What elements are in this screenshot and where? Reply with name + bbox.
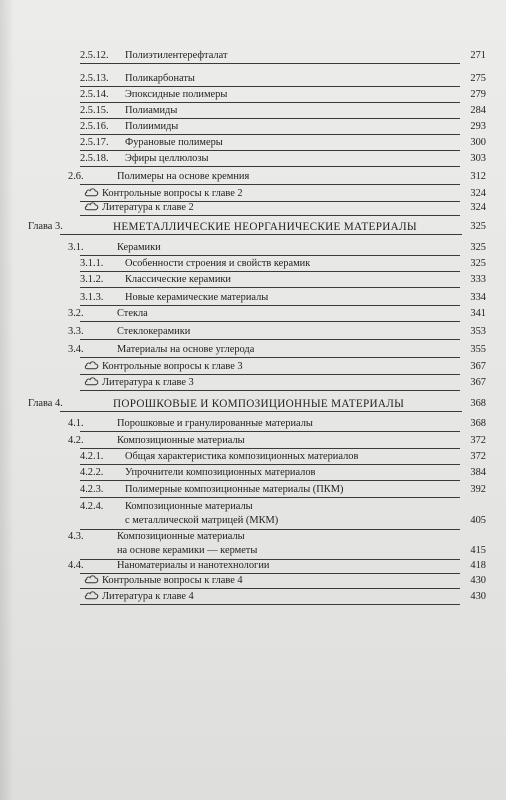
toc-entry-number: 2.5.16. [80, 121, 109, 132]
toc-page-number: 368 [470, 398, 486, 409]
toc-entry-number: 4.2.1. [80, 451, 104, 462]
toc-entry-title [125, 449, 358, 465]
toc-page-number: 367 [470, 377, 486, 388]
toc-entry-title-text: Общая характеристика композиционных материалов [125, 451, 359, 462]
toc-entry-title-text: Контрольные вопросы к главе 2 [102, 188, 243, 199]
toc-entry[interactable] [0, 290, 506, 306]
toc-entry-title [125, 71, 195, 87]
toc-entry-title-text: Литература к главе 3 [102, 377, 194, 388]
toc-entry-title-text: Материалы на основе углерода [117, 344, 255, 355]
toc-entry[interactable] [0, 240, 506, 256]
toc-entry-title-text: Стекла [117, 308, 148, 319]
toc-underline [60, 411, 462, 412]
toc-page-number: 293 [470, 121, 486, 132]
toc-entry-number: Глава 4. [28, 398, 63, 409]
toc-entry-number: 4.2. [68, 435, 84, 446]
toc-entry-title-text: Полиимиды [125, 121, 179, 132]
toc-page-number: 279 [470, 89, 486, 100]
toc-entry[interactable] [0, 151, 506, 167]
toc-entry-title [125, 135, 223, 151]
toc-entry[interactable] [0, 200, 506, 216]
toc-page-number: 341 [470, 308, 486, 319]
toc-page-number: 324 [470, 202, 486, 213]
toc-entry-number: 3.1. [68, 242, 84, 253]
toc-page-number: 372 [470, 435, 486, 446]
toc-page-number: 325 [470, 258, 486, 269]
toc-entry-title [117, 433, 245, 449]
toc-entry-title [117, 324, 190, 340]
toc-entry-number: 2.5.12. [80, 50, 109, 61]
toc-entry-number: 4.1. [68, 418, 84, 429]
toc-page-number: 367 [470, 361, 486, 372]
toc-entry-number: 2.5.13. [80, 73, 109, 84]
toc-entry-title [125, 151, 208, 167]
toc-entry-number: 3.3. [68, 326, 84, 337]
toc-entry-number: 2.6. [68, 171, 84, 182]
toc-page-number: 392 [470, 484, 486, 495]
toc-entry-title-text: Литература к главе 2 [102, 202, 194, 213]
toc-entry-title-text: Эфиры целлюлозы [125, 153, 209, 164]
toc-entry[interactable] [0, 465, 506, 481]
toc-entry-title [125, 103, 177, 119]
toc-entry[interactable] [0, 558, 506, 574]
toc-entry-number: 3.2. [68, 308, 84, 319]
toc-page-number: 418 [470, 560, 486, 571]
toc-page-number: 372 [470, 451, 486, 462]
toc-page-number: 325 [470, 242, 486, 253]
toc-entry-title [125, 256, 310, 272]
toc-underline [80, 390, 460, 391]
toc-entry[interactable] [0, 573, 506, 589]
toc-page-number: 430 [470, 575, 486, 586]
toc-underline [80, 287, 460, 288]
toc-underline [80, 357, 460, 358]
toc-entry-title [84, 589, 194, 605]
toc-page-number: 325 [470, 221, 486, 232]
toc-page-number: 415 [470, 545, 486, 556]
toc-entry-title-text: Новые керамические материалы [125, 292, 269, 303]
toc-entry[interactable] [0, 500, 506, 530]
toc-underline [80, 604, 460, 605]
toc-page-number: 368 [470, 418, 486, 429]
toc-entry[interactable] [0, 530, 506, 560]
toc-entry-title [125, 87, 227, 103]
toc-entry[interactable] [0, 342, 506, 358]
toc-entry-title-text: Композиционные материалы [125, 501, 253, 512]
toc-entry-title [117, 169, 249, 185]
toc-entry-title-text: Керамики [117, 242, 161, 253]
toc-entry[interactable] [0, 272, 506, 288]
toc-entry[interactable] [0, 589, 506, 605]
toc-underline [80, 431, 460, 432]
toc-underline [80, 184, 460, 185]
toc-underline [80, 480, 460, 481]
toc-entry-number: 3.1.1. [80, 258, 104, 269]
toc-entry-title-text: Литература к главе 4 [102, 591, 194, 602]
toc-entry-title-text: Полиэтилентерефталат [125, 50, 228, 61]
toc-entry[interactable] [0, 48, 506, 64]
toc-entry[interactable] [0, 119, 506, 135]
toc-entry-number: 2.5.18. [80, 153, 109, 164]
toc-entry-title [125, 119, 178, 135]
toc-entry-title-line2: на основе керамики — керметы [117, 545, 258, 556]
toc-entry[interactable] [0, 433, 506, 449]
toc-entry-title-text: Контрольные вопросы к главе 3 [102, 361, 243, 372]
toc-entry[interactable] [0, 256, 506, 272]
toc-entry-title [125, 272, 231, 288]
toc-entry-title-text: Наноматериалы и нанотехнологии [117, 560, 270, 571]
toc-entry-title-text: Полимеры на основе кремния [117, 171, 250, 182]
toc-entry-number: 2.5.15. [80, 105, 109, 116]
toc-entry-title [125, 500, 278, 528]
toc-page-number: 355 [470, 344, 486, 355]
toc-entry-title [117, 240, 161, 256]
toc-entry-title [117, 530, 257, 558]
toc-entry-number: 3.4. [68, 344, 84, 355]
toc-entry[interactable] [0, 306, 506, 322]
toc-entry-title-text: Порошковые и гранулированные материалы [117, 418, 313, 429]
toc-entry-title [113, 396, 404, 412]
toc-page-number: 430 [470, 591, 486, 602]
toc-entry-number: 4.2.3. [80, 484, 104, 495]
toc-entry-title-text: Поликарбонаты [125, 73, 195, 84]
toc-entry[interactable] [0, 359, 506, 375]
toc-entry-number: 2.5.17. [80, 137, 109, 148]
toc-page-number: 284 [470, 105, 486, 116]
toc-entry-title-text: Эпоксидные полимеры [125, 89, 228, 100]
toc-entry-number: 4.3. [68, 531, 84, 542]
toc-entry-title-text: Композиционные материалы [117, 531, 245, 542]
toc-entry[interactable] [0, 71, 506, 87]
toc-entry-number: 4.2.4. [80, 501, 104, 512]
toc-entry-number: 4.4. [68, 560, 84, 571]
toc-entry[interactable] [0, 482, 506, 498]
toc-entry[interactable] [0, 375, 506, 391]
toc-underline [80, 63, 460, 64]
toc-entry-number: 3.1.3. [80, 292, 104, 303]
toc-entry-number: 2.5.14. [80, 89, 109, 100]
toc-page-number: 384 [470, 467, 486, 478]
toc-entry-title [117, 416, 313, 432]
toc-entry-title-text: Особенности строения и свойств керамик [125, 258, 311, 269]
toc-underline [80, 339, 460, 340]
cloud-icon [84, 187, 99, 197]
toc-page-number: 405 [470, 515, 486, 526]
toc-chapter[interactable] [0, 219, 506, 235]
toc-entry-title [84, 573, 243, 589]
toc-entry-title-text: Композиционные материалы [117, 435, 245, 446]
toc-entry-number: 4.2.2. [80, 467, 104, 478]
cloud-icon [84, 201, 99, 211]
toc-entry-title-text: Упрочнители композиционных материалов [125, 467, 316, 478]
toc-page-number: 333 [470, 274, 486, 285]
toc-chapter[interactable] [0, 396, 506, 412]
toc-entry-title [125, 465, 315, 481]
toc-entry-title [117, 342, 254, 358]
toc-entry[interactable] [0, 324, 506, 340]
toc-underline [80, 166, 460, 167]
toc-page-number: 334 [470, 292, 486, 303]
toc-entry[interactable] [0, 103, 506, 119]
toc-entry[interactable] [0, 449, 506, 465]
toc-page-number: 303 [470, 153, 486, 164]
toc-entry-title [125, 290, 268, 306]
toc-page-number: 300 [470, 137, 486, 148]
cloud-icon [84, 590, 99, 600]
toc-entry-title [113, 219, 417, 235]
toc-page-number: 324 [470, 188, 486, 199]
toc-entry-title [117, 306, 148, 322]
toc-underline [80, 497, 460, 498]
toc-page-number: 353 [470, 326, 486, 337]
toc-entry[interactable] [0, 169, 506, 185]
cloud-icon [84, 574, 99, 584]
toc-page-number: 312 [470, 171, 486, 182]
toc-entry-title [84, 200, 194, 216]
toc-entry[interactable] [0, 135, 506, 151]
toc-underline [80, 215, 460, 216]
toc-page-number: 271 [470, 50, 486, 61]
toc-entry-title-line2: с металлической матрицей (МКМ) [125, 515, 279, 526]
toc-entry-title-text: Стеклокерамики [117, 326, 191, 337]
toc-entry-title-text: Фурановые полимеры [125, 137, 223, 148]
toc-entry-title [84, 359, 243, 375]
toc-entry-title-text: НЕМЕТАЛЛИЧЕСКИЕ НЕОРГАНИЧЕСКИЕ МАТЕРИАЛЫ [113, 221, 417, 233]
toc-entry-title-text: Полиамиды [125, 105, 178, 116]
toc-entry-title-text: Классические керамики [125, 274, 231, 285]
cloud-icon [84, 376, 99, 386]
toc-entry-title [125, 48, 228, 64]
toc-page-number: 275 [470, 73, 486, 84]
toc-entry-title [125, 482, 343, 498]
toc-entry-title-text: Контрольные вопросы к главе 4 [102, 575, 243, 586]
toc-entry[interactable] [0, 416, 506, 432]
toc-entry-title [84, 375, 194, 391]
toc-entry-title [117, 558, 269, 574]
toc-underline [60, 234, 462, 235]
toc-entry[interactable] [0, 87, 506, 103]
toc-underline [80, 321, 460, 322]
toc-entry-title-text: ПОРОШКОВЫЕ И КОМПОЗИЦИОННЫЕ МАТЕРИАЛЫ [113, 398, 405, 410]
toc-entry-title-text: Полимерные композиционные материалы (ПКМ) [125, 484, 344, 495]
toc-entry-number: 3.1.2. [80, 274, 104, 285]
cloud-icon [84, 360, 99, 370]
toc-entry-number: Глава 3. [28, 221, 63, 232]
